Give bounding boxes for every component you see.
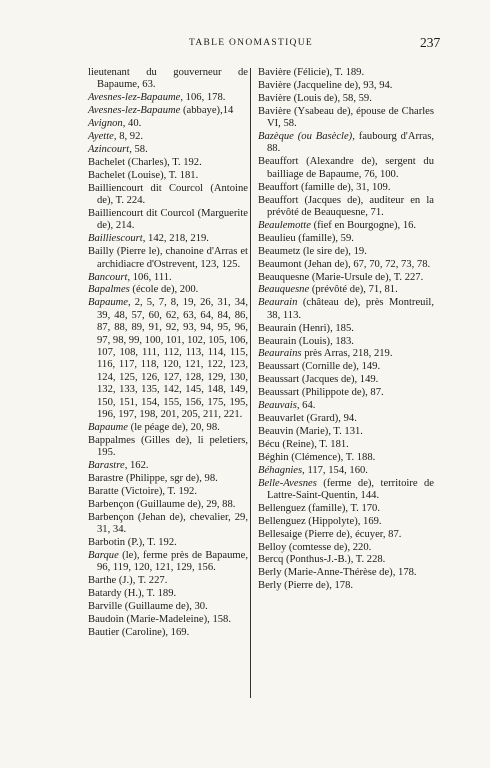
entry-references: , 98. [199, 473, 218, 484]
index-entry [258, 195, 434, 220]
index-entry [258, 106, 434, 131]
index-entry [258, 297, 434, 322]
index-entry [258, 67, 434, 79]
entry-heading: Barbençon (Guillaume de) [88, 498, 201, 510]
index-entry [258, 554, 434, 566]
entry-references: , 29, 88. [200, 498, 236, 510]
index-entry [258, 503, 434, 515]
entry-heading: Bazèque (ou Basècle) [258, 131, 353, 143]
entry-heading: Barastre [88, 460, 125, 472]
entry-heading: Baudoin (Marie-Madeleine) [88, 613, 208, 625]
entry-references: , T. 188. [340, 451, 376, 463]
entry-references: , 94. [338, 412, 357, 424]
entry-heading: Béghin (Clémence) [258, 451, 341, 463]
index-entry [258, 93, 434, 105]
entry-heading: Beaumetz (le sire de) [258, 245, 349, 257]
entry-references: , 183. [330, 335, 354, 347]
column-divider [250, 68, 251, 698]
entry-references: , 220. [347, 541, 372, 553]
entry-heading: Bellesaige (Pierre de) [258, 528, 350, 540]
index-entry [258, 529, 434, 541]
entry-heading: Beaumont (Jehan de) [258, 258, 349, 270]
entry-references: , auditeur en la prévôté de Beauquesne, 71. [267, 194, 434, 218]
entry-heading: Batardy (H.) [88, 588, 142, 600]
entry-heading: Beaurains [258, 348, 302, 360]
entry-references: (fief en Bourgogne), 16. [310, 219, 417, 231]
entry-heading: Bapalmes [88, 284, 130, 296]
entry-references: , T. 181. [163, 169, 199, 181]
entry-heading: Beauvin (Marie) [258, 425, 329, 437]
index-entry [258, 439, 434, 451]
entry-heading: Bavière (Louis de) [258, 92, 338, 104]
entry-references: , T. 192. [162, 485, 198, 497]
index-entry [258, 348, 434, 360]
entry-heading: Avignon [88, 118, 123, 130]
entry-references: (abbaye),14 [180, 105, 234, 117]
entry-heading: Bapaume [88, 297, 129, 309]
index-entry [88, 460, 248, 472]
index-entry [258, 580, 434, 592]
index-entry [88, 537, 248, 549]
entry-references: , 93, 94. [358, 79, 393, 91]
entry-references: (prévôté de), 71, 81. [309, 284, 398, 296]
entry-references: , 2, 5, 7, 8, 19, 26, 31, 34, 39, 48, 57, 60, 62, 63, 64, 84, 86, 87, 88, 89, 91, 92, 93, 94, 95, 96, 97, 98, 99, 100, 101, 102, 105, 106, 107, 108, 111, 112, 113, 114, 115, 116, 117, 118, 120, 121, 122, 123, 124, 125, 126, 127, 128, 129, 130, 132, 133, 135, 142, 145, 148, 149, 150, 151, 154, 155, 156, 175, 195, 196, 197, 198, 201, 205, 211, 221. [97, 297, 248, 420]
entry-references: (le), ferme près de Bapaume, 96, 119, 120, 121, 129, 156. [97, 549, 248, 574]
entry-heading: Beaussart (Philippote de) [258, 387, 366, 399]
entry-references: , li peletiers, 195. [97, 434, 248, 459]
entry-references: , T. 181. [314, 438, 349, 450]
entry-heading: Avesnes-lez-Bapaume [88, 105, 181, 117]
entry-references: , T. 224. [110, 195, 146, 207]
index-entry [88, 92, 248, 104]
entry-heading: Barthe (J.) [88, 575, 133, 587]
entry-heading: Bachelet (Louise) [88, 169, 164, 181]
entry-heading: Beaulemotte [258, 219, 311, 231]
entry-heading: Bapaume [88, 421, 129, 433]
entry-references: , épouse de Charles VI, 58. [267, 105, 435, 130]
entry-references: , T. 170. [345, 502, 380, 514]
index-entry [88, 233, 248, 245]
entry-heading: Beauquesne (Marie-Ursule de) [258, 271, 389, 283]
entry-references: , 158. [207, 613, 231, 625]
entry-heading: Barbotin (P.) [88, 537, 143, 549]
entry-heading: Beauffort (Jacques de) [258, 194, 361, 206]
index-entry [88, 105, 248, 117]
entry-references: , chevalier, 29, 31, 34. [97, 511, 248, 536]
entry-references: , 30. [189, 601, 208, 613]
entry-references: , 58, 59. [337, 92, 372, 104]
entry-references: , 117, 154, 160. [302, 464, 368, 476]
left-index-column [88, 67, 248, 640]
entry-references: , sergent du bailliage de Bapaume, 76, 100. [267, 156, 434, 180]
entry-references: , 8, 92. [113, 131, 144, 143]
entry-references: , T. 227. [388, 271, 424, 283]
entry-heading: Beaurain (Henri) [258, 322, 331, 334]
index-entry [258, 259, 434, 271]
entry-references: , 106, 178. [180, 92, 226, 104]
index-entry [258, 323, 434, 335]
index-entry [88, 157, 248, 169]
entry-heading: Beaussart (Cornille de) [258, 361, 357, 373]
entry-heading: Bappalmes (Gilles de) [88, 434, 190, 446]
entry-references: , 149. [354, 374, 379, 386]
index-entry [258, 284, 434, 296]
entry-heading: Beauffort (famille de) [258, 181, 351, 193]
entry-heading: Avesnes-lez-Bapaume [88, 92, 181, 104]
index-entry [88, 435, 248, 460]
entry-heading: Beaussart (Jacques de) [258, 374, 355, 386]
entry-references: , 64. [296, 400, 316, 412]
entry-heading: Bellenguez (Hippolyte) [258, 515, 358, 527]
index-entry [258, 567, 434, 579]
entry-heading: Bavière (Félicie) [258, 67, 330, 78]
entry-heading: Ayette [88, 131, 114, 143]
entry-references: , T. 228. [350, 554, 386, 566]
entry-heading: Bellenguez (famille) [258, 502, 346, 514]
index-entry [258, 452, 434, 464]
entry-heading: Belloy (comtesse de) [258, 541, 348, 553]
index-entry [258, 156, 434, 181]
index-entry [88, 473, 248, 485]
index-entry [88, 131, 248, 143]
index-entry [88, 627, 248, 639]
entry-references: , 149. [356, 361, 381, 373]
entry-heading: Beauquesne [258, 284, 310, 296]
index-entry [88, 512, 248, 537]
index-entry [88, 588, 248, 600]
index-entry [88, 550, 248, 575]
entry-references: , T. 131. [328, 425, 363, 437]
index-entry [88, 183, 248, 208]
index-entry [258, 542, 434, 554]
entry-references: , 31, 109. [350, 181, 391, 193]
entry-references: , 67, 70, 72, 73, 78. [348, 258, 431, 270]
entry-heading: Bautier (Caroline) [88, 626, 166, 638]
entry-references: , T. 227. [132, 575, 168, 587]
entry-heading: Bailliencourt dit Courcol (Antoine de) [88, 182, 248, 207]
entry-references: , 19. [348, 245, 367, 257]
index-entry [258, 272, 434, 284]
entry-heading: Bavière (Ysabeau de) [258, 105, 351, 117]
index-entry [88, 575, 248, 587]
index-entry [258, 361, 434, 373]
entry-references: (château de), près Montreuil, 38, 113. [267, 297, 434, 321]
entry-heading: Baratte (Victoire) [88, 485, 163, 497]
entry-heading: Azincourt [88, 143, 130, 155]
index-entry [258, 478, 434, 503]
index-entry [258, 220, 434, 232]
entry-heading: Beaurain (Louis) [258, 335, 331, 347]
index-entry [88, 422, 248, 434]
entry-heading: Beauffort (Alexandre de) [258, 156, 375, 168]
entry-heading: Bécu (Reine) [258, 438, 315, 450]
entry-references: , 40. [122, 118, 142, 130]
entry-references: , 178. [392, 567, 417, 579]
entry-heading: Bailly (Pierre le) [88, 246, 160, 258]
entry-heading: Bachelet (Charles) [88, 156, 168, 168]
index-entry [258, 516, 434, 528]
index-entry [88, 170, 248, 182]
entry-references: , T. 189. [141, 588, 177, 600]
running-title: TABLE ONOMASTIQUE [189, 38, 313, 48]
index-entry [88, 284, 248, 296]
entry-references: , 142, 218, 219. [142, 233, 209, 245]
index-entry [258, 465, 434, 477]
index-entry [88, 297, 248, 421]
index-entry [258, 131, 434, 156]
entry-references: , T. 192. [167, 156, 202, 168]
entry-references: , T. 189. [329, 67, 365, 78]
entry-heading: Beaurain [258, 297, 298, 309]
index-entry [88, 246, 248, 271]
entry-references: , 58. [129, 143, 148, 155]
entry-references: , T. 192. [142, 537, 177, 549]
index-entry [88, 486, 248, 498]
index-entry [258, 400, 434, 412]
index-entry [88, 67, 248, 92]
entry-references: , écuyer, 87. [349, 528, 402, 540]
entry-heading: Bancourt [88, 271, 128, 283]
index-entry [88, 601, 248, 613]
entry-references: , 169. [165, 626, 190, 638]
index-entry [88, 272, 248, 284]
entry-references: , 185. [330, 322, 354, 334]
entry-references: , 214. [110, 220, 135, 232]
index-entry [88, 144, 248, 156]
entry-references: lieutenant du gouverneur de Bapaume, 63. [88, 67, 248, 91]
entry-references: , 87. [365, 387, 384, 399]
entry-heading: Beaulieu (famille) [258, 232, 336, 244]
entry-references: , 106, 111. [127, 271, 172, 283]
entry-heading: Bailliescourt [88, 233, 143, 245]
entry-references: (le péage de), 20, 98. [128, 421, 220, 433]
index-entry [88, 208, 248, 233]
entry-heading: Béhagnies [258, 464, 303, 476]
entry-references: , 169. [357, 515, 382, 527]
index-entry [258, 336, 434, 348]
index-entry [88, 614, 248, 626]
entry-heading: Beauvarlet (Grard) [258, 412, 339, 424]
index-entry [258, 413, 434, 425]
entry-references: (école de), 200. [129, 284, 199, 296]
page-header [0, 35, 490, 54]
entry-references: près Arras, 218, 219. [301, 348, 393, 360]
entry-heading: Bailliencourt dit Courcol (Marguerite de) [88, 207, 248, 232]
entry-heading: Berly (Marie-Anne-Thérèse de) [258, 567, 393, 579]
entry-heading: Bavière (Jacqueline de) [258, 79, 358, 91]
index-entry [258, 374, 434, 386]
entry-heading: Bercq (Ponthus-J.-B.) [258, 554, 351, 566]
entry-references: , chanoine d'Arras et archidiacre d'Ostrevent, 123, 125. [97, 246, 248, 270]
page-number: 237 [420, 35, 441, 50]
entry-heading: Beauvais [258, 400, 297, 412]
index-entry [258, 182, 434, 194]
entry-heading: Berly (Pierre de) [258, 580, 330, 592]
index-entry [258, 426, 434, 438]
entry-heading: Belle-Avesnes [258, 477, 317, 489]
entry-references: (ferme de), territoire de Lattre-Saint-Quentin, 144. [267, 477, 434, 501]
index-entry [258, 246, 434, 258]
entry-heading: Barbençon (Jehan de) [88, 511, 184, 523]
index-entry [258, 80, 434, 92]
entry-heading: Barastre (Philippe, sgr de) [88, 473, 200, 484]
entry-references: , faubourg d'Arras, 88. [267, 131, 434, 155]
index-entry [88, 499, 248, 511]
index-entry [88, 118, 248, 130]
right-index-column [258, 67, 434, 593]
index-entry [258, 233, 434, 245]
entry-references: , 59. [335, 232, 354, 244]
entry-references: , 178. [329, 580, 354, 592]
entry-heading: Barville (Guillaume de) [88, 601, 190, 613]
entry-references: , 162. [124, 460, 149, 472]
entry-heading: Barque [88, 549, 119, 561]
index-entry [258, 387, 434, 399]
